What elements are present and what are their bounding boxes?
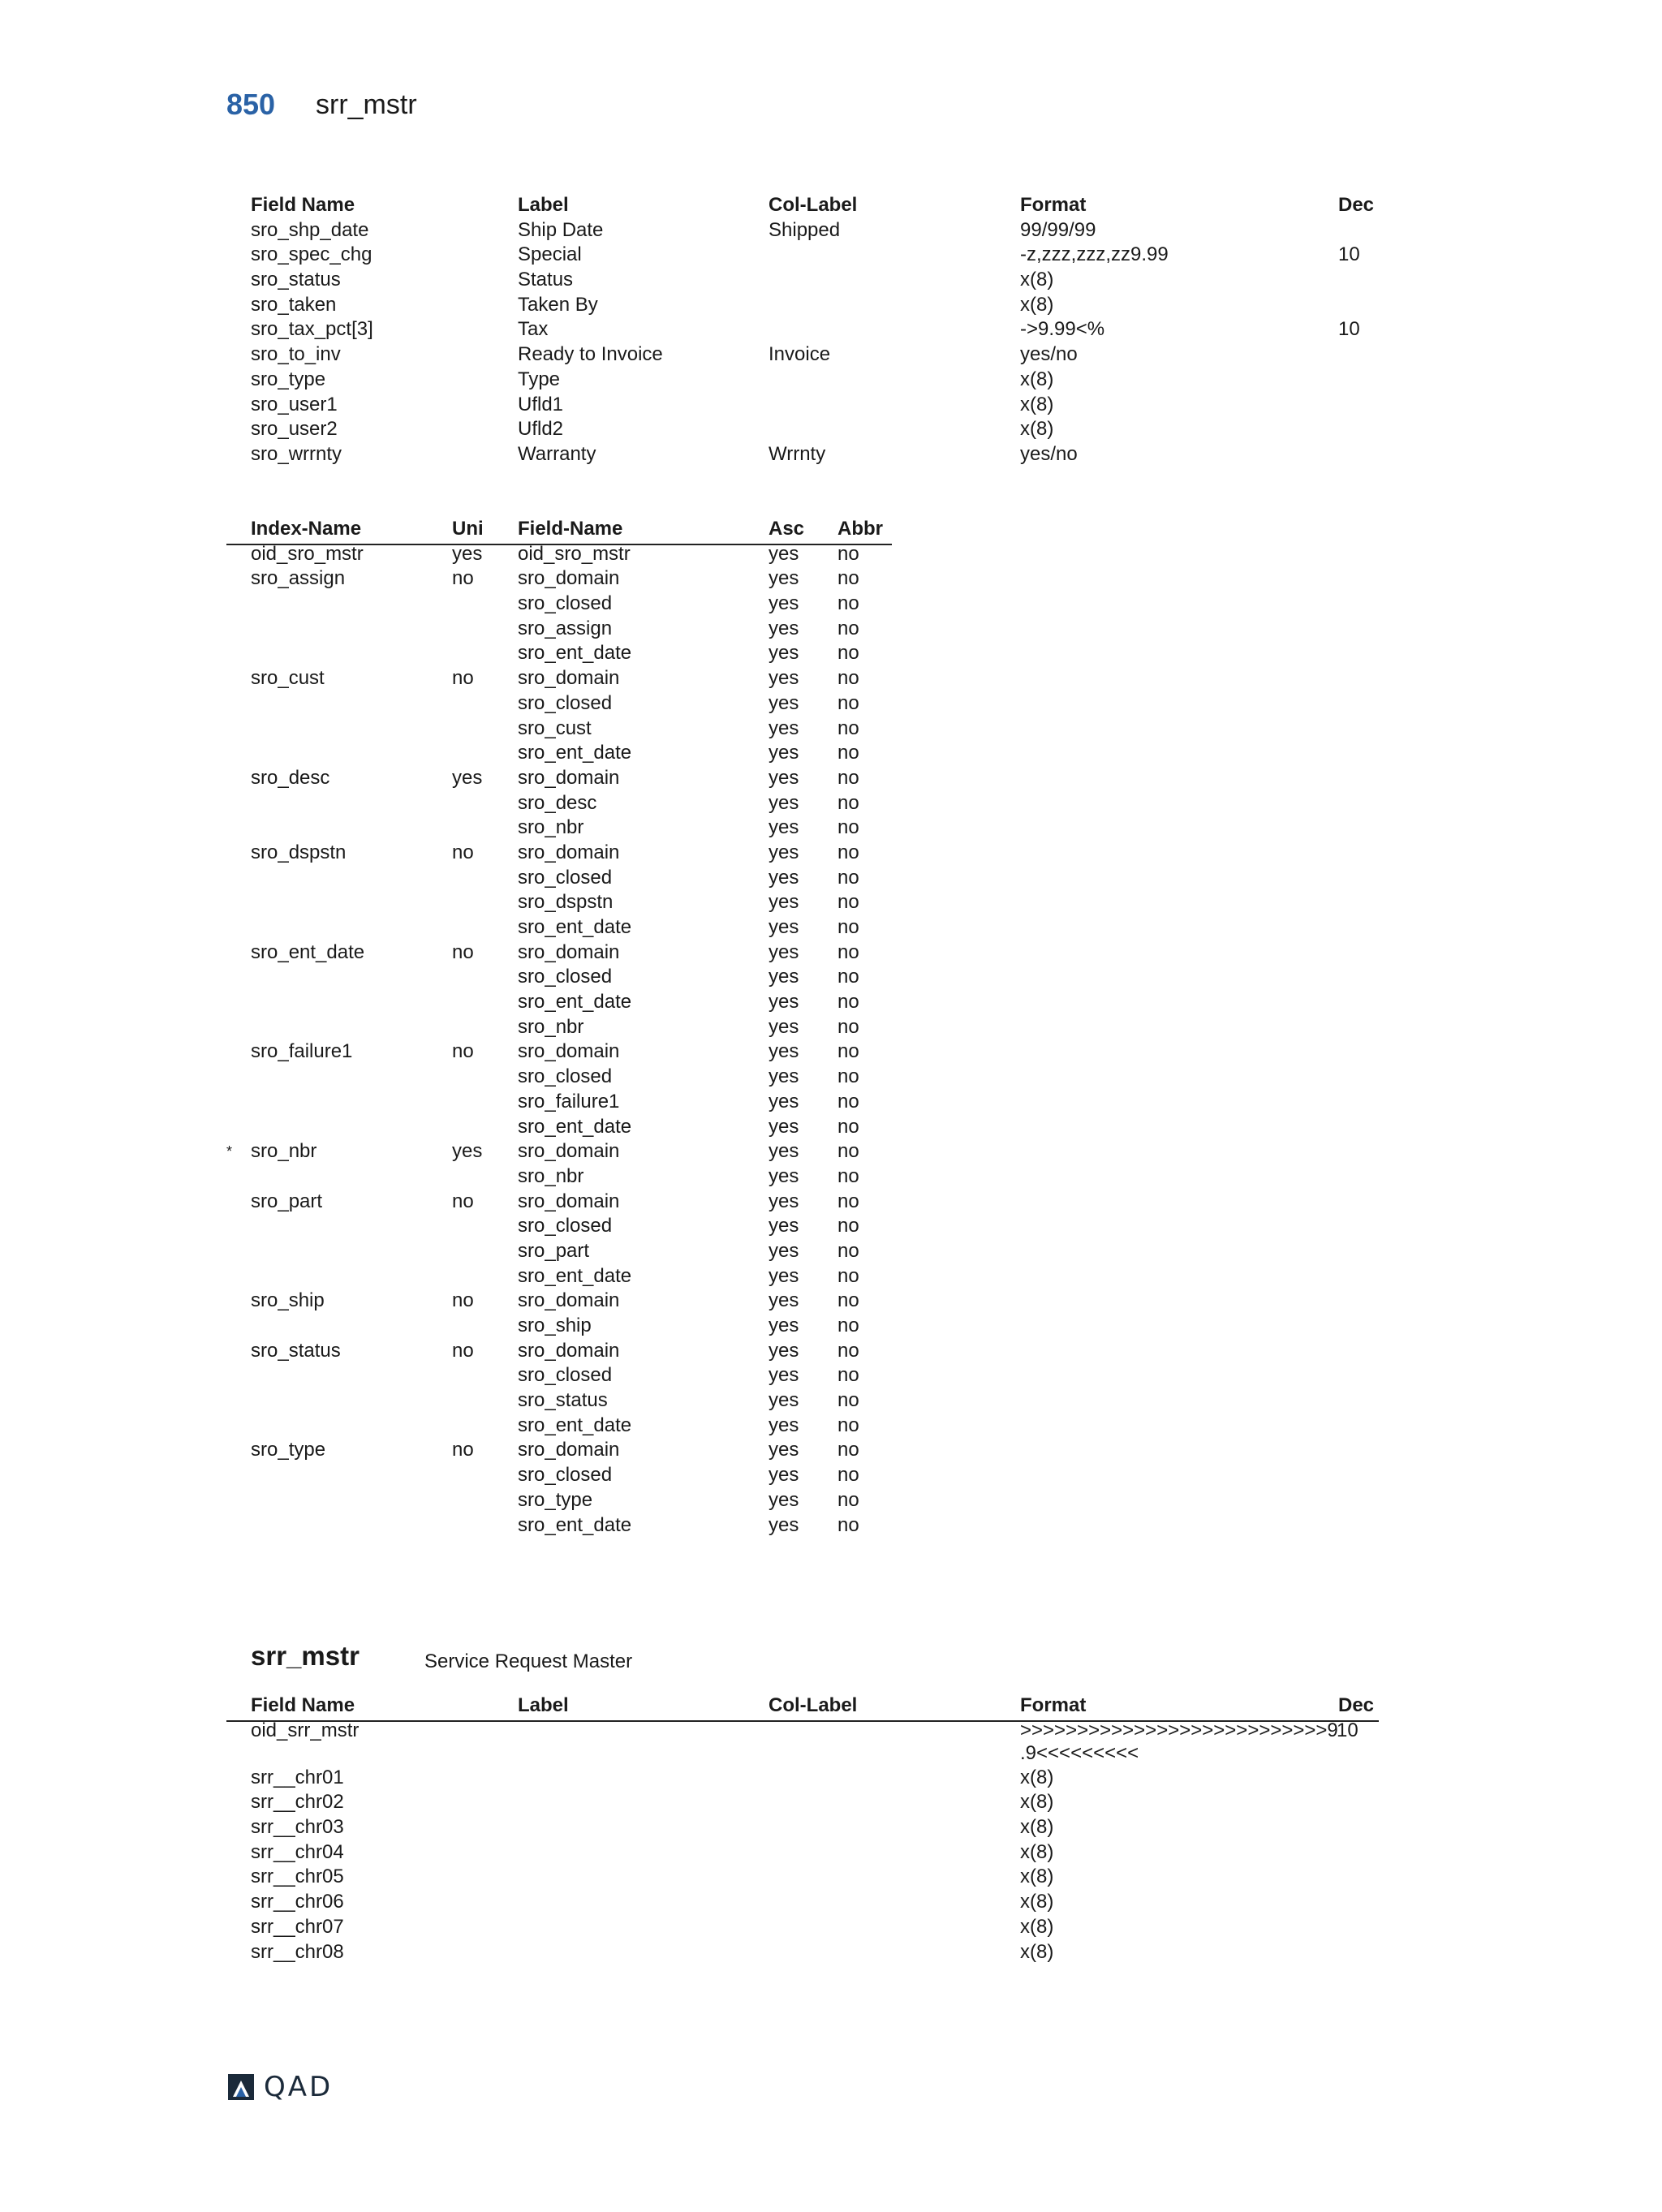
index-abbreviated: no — [837, 717, 859, 739]
index-abbreviated: no — [837, 816, 859, 839]
index-abbreviated: no — [837, 866, 859, 889]
index-field-name: oid_sro_mstr — [518, 542, 631, 565]
index-row — [226, 940, 892, 966]
index-abbreviated: no — [837, 1164, 859, 1187]
index-name: sro_ship — [251, 1289, 325, 1312]
field-format: x(8) — [1020, 1940, 1054, 1963]
index-abbreviated: no — [837, 1315, 859, 1336]
index-unique: no — [452, 940, 474, 963]
index-ascending: yes — [769, 1414, 799, 1436]
index-row — [226, 1463, 892, 1488]
index-row — [226, 666, 892, 691]
table-row — [226, 293, 1379, 318]
index-unique: no — [452, 567, 474, 590]
index-ascending: yes — [769, 1015, 799, 1038]
index-row — [226, 915, 892, 940]
table-row — [226, 1940, 1379, 1965]
index-field-name: sro_assign — [518, 617, 613, 639]
field-name: oid_srr_mstr — [251, 1719, 360, 1741]
fields-table-header — [226, 1693, 1379, 1719]
index-ascending: yes — [769, 1215, 799, 1237]
table-row — [226, 1790, 1379, 1815]
index-name: sro_status — [251, 1339, 341, 1362]
index-row — [226, 1488, 892, 1513]
index-ascending: yes — [769, 742, 799, 764]
field-label: Ship Date — [518, 218, 604, 241]
table-row — [226, 243, 1379, 268]
table-row — [226, 1815, 1379, 1840]
table-row-continuation — [226, 1741, 1379, 1766]
column-header-index-name: Index-Name — [251, 518, 362, 540]
index-field-name: sro_domain — [518, 1190, 620, 1212]
index-abbreviated: no — [837, 1339, 859, 1362]
field-format: x(8) — [1020, 293, 1054, 316]
index-field-name: sro_domain — [518, 1289, 620, 1312]
index-ascending: yes — [769, 1040, 799, 1063]
index-row — [226, 1438, 892, 1463]
index-field-name: sro_part — [518, 1239, 590, 1262]
field-format: x(8) — [1020, 1766, 1054, 1788]
index-ascending: yes — [769, 1464, 799, 1487]
index-row — [226, 717, 892, 742]
index-abbreviated: no — [837, 791, 859, 814]
field-format: x(8) — [1020, 1915, 1054, 1938]
index-row — [226, 766, 892, 791]
index-abbreviated: no — [837, 1364, 859, 1387]
index-name: sro_part — [251, 1190, 323, 1212]
index-abbreviated: no — [837, 592, 859, 615]
field-label: Tax — [518, 318, 549, 341]
index-row — [226, 1339, 892, 1364]
index-row — [226, 990, 892, 1015]
field-format: x(8) — [1020, 393, 1054, 415]
index-abbreviated: no — [837, 991, 859, 1013]
table-description: Service Request Master — [424, 1650, 633, 1672]
field-format: x(8) — [1020, 1891, 1054, 1913]
table-row — [226, 1915, 1379, 1940]
field-col-label: Wrrnty — [769, 442, 826, 465]
index-field-name: sro_domain — [518, 667, 620, 690]
column-header-format: Format — [1020, 1694, 1087, 1716]
index-ascending: yes — [769, 1065, 799, 1088]
index-row — [226, 816, 892, 841]
index-field-name: sro_nbr — [518, 1164, 584, 1187]
index-row — [226, 1289, 892, 1314]
index-row — [226, 741, 892, 766]
index-abbreviated: no — [837, 1389, 859, 1412]
field-format: >>>>>>>>>>>>>>>>>>>>>>>>>>>9 — [1020, 1719, 1338, 1741]
index-abbreviated: no — [837, 1414, 859, 1436]
index-ascending: yes — [769, 1513, 799, 1536]
column-header-format: Format — [1020, 194, 1087, 216]
index-row — [226, 1388, 892, 1414]
field-format: yes/no — [1020, 343, 1078, 366]
table-row — [226, 417, 1379, 442]
field-name: sro_user1 — [251, 393, 338, 415]
index-abbreviated: no — [837, 742, 859, 764]
index-ascending: yes — [769, 667, 799, 690]
index-abbreviated: no — [837, 1239, 859, 1262]
field-name: sro_type — [251, 368, 326, 390]
index-abbreviated: no — [837, 1140, 859, 1163]
index-abbreviated: no — [837, 1464, 859, 1487]
page-title: srr_mstr — [316, 89, 417, 120]
table-row — [226, 268, 1379, 293]
table-row — [226, 1890, 1379, 1915]
field-name: sro_shp_date — [251, 218, 369, 241]
field-name: srr__chr03 — [251, 1816, 344, 1839]
index-ascending: yes — [769, 567, 799, 590]
index-ascending: yes — [769, 717, 799, 739]
index-ascending: yes — [769, 766, 799, 789]
index-abbreviated: no — [837, 1215, 859, 1237]
field-name: sro_user2 — [251, 418, 338, 441]
field-format: x(8) — [1020, 269, 1054, 291]
index-row — [226, 617, 892, 642]
index-ascending: yes — [769, 1164, 799, 1187]
index-row — [226, 791, 892, 816]
field-label: Ready to Invoice — [518, 343, 663, 366]
index-field-name: sro_failure1 — [518, 1090, 620, 1112]
field-col-label: Invoice — [769, 343, 831, 366]
index-field-name: sro_ent_date — [518, 1414, 632, 1436]
field-label: Taken By — [518, 293, 598, 316]
index-unique: yes — [452, 766, 483, 789]
index-row — [226, 1513, 892, 1539]
index-abbreviated: no — [837, 1488, 859, 1511]
index-abbreviated: no — [837, 1264, 859, 1287]
index-ascending: yes — [769, 617, 799, 639]
index-ascending: yes — [769, 1439, 799, 1461]
field-name: sro_wrrnty — [251, 442, 342, 465]
index-ascending: yes — [769, 1115, 799, 1138]
index-abbreviated: no — [837, 916, 859, 938]
field-label: Type — [518, 368, 561, 390]
index-abbreviated: no — [837, 542, 859, 565]
index-ascending: yes — [769, 1289, 799, 1312]
field-name: srr__chr04 — [251, 1840, 344, 1863]
index-ascending: yes — [769, 642, 799, 665]
index-abbreviated: no — [837, 1439, 859, 1461]
index-field-name: sro_domain — [518, 766, 620, 789]
index-field-name: sro_closed — [518, 1464, 613, 1487]
field-name: srr__chr01 — [251, 1766, 344, 1788]
index-name: sro_desc — [251, 766, 330, 789]
index-abbreviated: no — [837, 1040, 859, 1063]
index-field-name: sro_ent_date — [518, 991, 632, 1013]
index-name: sro_ent_date — [251, 940, 365, 963]
field-format-continued: .9<<<<<<<<< — [1020, 1741, 1139, 1764]
index-field-name: sro_domain — [518, 1339, 620, 1362]
fields-table-body — [226, 1766, 1379, 1965]
index-abbreviated: no — [837, 567, 859, 590]
index-ascending: yes — [769, 1090, 799, 1112]
index-abbreviated: no — [837, 766, 859, 789]
index-unique: no — [452, 1339, 474, 1362]
field-col-label: Shipped — [769, 218, 841, 241]
index-field-name: sro_domain — [518, 567, 620, 590]
index-abbreviated: no — [837, 1015, 859, 1038]
index-row — [226, 890, 892, 915]
table-row — [226, 342, 1379, 368]
table-row — [226, 393, 1379, 418]
index-abbreviated: no — [837, 617, 859, 639]
index-field-name: sro_dspstn — [518, 891, 614, 914]
index-row — [226, 1039, 892, 1065]
column-header-col-label: Col-Label — [769, 1694, 858, 1716]
page-number: 850 — [226, 88, 276, 121]
index-ascending: yes — [769, 991, 799, 1013]
index-field-name: sro_status — [518, 1389, 608, 1412]
field-name: srr__chr02 — [251, 1791, 344, 1814]
index-ascending: yes — [769, 940, 799, 963]
index-abbreviated: no — [837, 841, 859, 863]
index-field-name: sro_domain — [518, 1040, 620, 1063]
field-name: srr__chr07 — [251, 1915, 344, 1938]
index-row — [226, 592, 892, 617]
index-ascending: yes — [769, 841, 799, 863]
field-format: ->9.99<% — [1020, 318, 1105, 341]
index-row — [226, 965, 892, 990]
index-ascending: yes — [769, 916, 799, 938]
index-field-name: sro_ship — [518, 1315, 592, 1336]
index-field-name: sro_ent_date — [518, 916, 632, 938]
index-abbreviated: no — [837, 691, 859, 714]
index-unique: no — [452, 841, 474, 863]
index-ascending: yes — [769, 1389, 799, 1412]
field-name: sro_tax_pct[3] — [251, 318, 373, 341]
index-abbreviated: no — [837, 1513, 859, 1536]
index-abbreviated: no — [837, 940, 859, 963]
index-name: sro_type — [251, 1439, 326, 1461]
index-unique: yes — [452, 1140, 483, 1163]
field-label: Status — [518, 269, 574, 291]
field-format: x(8) — [1020, 418, 1054, 441]
index-field-name: sro_closed — [518, 1215, 613, 1237]
index-ascending: yes — [769, 1315, 799, 1336]
index-row — [226, 1264, 892, 1289]
index-field-name: sro_desc — [518, 791, 597, 814]
index-table — [226, 517, 892, 1538]
table-row — [226, 218, 1379, 243]
index-field-name: sro_domain — [518, 841, 620, 863]
index-row — [226, 1214, 892, 1239]
index-ascending: yes — [769, 691, 799, 714]
index-unique: no — [452, 1040, 474, 1063]
column-header-uni: Uni — [452, 518, 484, 540]
field-dec: 10 — [1337, 1719, 1358, 1741]
index-row — [226, 641, 892, 666]
index-name: sro_cust — [251, 667, 325, 690]
column-header-col-label: Col-Label — [769, 194, 858, 216]
table-row — [226, 1865, 1379, 1890]
index-row — [226, 1090, 892, 1115]
field-name: srr__chr05 — [251, 1866, 344, 1888]
index-unique: no — [452, 1190, 474, 1212]
qad-logo — [225, 2071, 333, 2103]
column-header-label: Label — [518, 194, 569, 216]
index-row — [226, 1164, 892, 1190]
fields-table — [226, 193, 1379, 467]
index-name: oid_sro_mstr — [251, 542, 364, 565]
index-field-name: sro_closed — [518, 592, 613, 615]
field-name: srr__chr06 — [251, 1891, 344, 1913]
index-row — [226, 866, 892, 891]
index-name: sro_failure1 — [251, 1040, 353, 1063]
index-row — [226, 1414, 892, 1439]
index-row — [226, 566, 892, 592]
index-ascending: yes — [769, 1488, 799, 1511]
index-row — [226, 1363, 892, 1388]
field-dec: 10 — [1338, 243, 1360, 266]
index-ascending: yes — [769, 816, 799, 839]
column-header-field-name: Field Name — [251, 194, 355, 216]
primary-index-marker: * — [226, 1143, 233, 1160]
field-format: x(8) — [1020, 368, 1054, 390]
index-field-name: sro_nbr — [518, 816, 584, 839]
index-name: sro_dspstn — [251, 841, 347, 863]
index-field-name: sro_closed — [518, 1065, 613, 1088]
field-label: Warranty — [518, 442, 596, 465]
field-name: sro_to_inv — [251, 343, 341, 366]
index-abbreviated: no — [837, 1115, 859, 1138]
field-format: x(8) — [1020, 1866, 1054, 1888]
index-field-name: sro_domain — [518, 1140, 620, 1163]
index-ascending: yes — [769, 966, 799, 988]
index-field-name: sro_domain — [518, 1439, 620, 1461]
field-format: x(8) — [1020, 1840, 1054, 1863]
index-row — [226, 1015, 892, 1040]
index-ascending: yes — [769, 592, 799, 615]
index-ascending: yes — [769, 1239, 799, 1262]
index-table-body — [226, 542, 892, 1539]
index-row — [226, 1139, 892, 1164]
index-name: sro_nbr — [251, 1140, 317, 1163]
index-field-name: sro_ent_date — [518, 1264, 632, 1287]
table-row — [226, 1840, 1379, 1866]
field-format: -z,zzz,zzz,zz9.99 — [1020, 243, 1169, 266]
field-name: sro_spec_chg — [251, 243, 372, 266]
field-name: sro_status — [251, 269, 341, 291]
field-label: Special — [518, 243, 582, 266]
table-name: srr_mstr — [251, 1641, 360, 1671]
field-name: sro_taken — [251, 293, 337, 316]
logo-text: QAD — [264, 2071, 334, 2103]
column-header-dec: Dec — [1338, 194, 1375, 216]
index-field-name: sro_ent_date — [518, 742, 632, 764]
index-abbreviated: no — [837, 891, 859, 914]
index-row — [226, 691, 892, 717]
index-ascending: yes — [769, 1140, 799, 1163]
index-ascending: yes — [769, 1364, 799, 1387]
index-abbreviated: no — [837, 1190, 859, 1212]
index-field-name: sro_closed — [518, 866, 613, 889]
field-name: srr__chr08 — [251, 1940, 344, 1963]
index-unique: yes — [452, 542, 483, 565]
column-header-field-name: Field-Name — [518, 518, 623, 540]
index-field-name: sro_ent_date — [518, 1115, 632, 1138]
field-format: 99/99/99 — [1020, 218, 1096, 241]
index-field-name: sro_closed — [518, 691, 613, 714]
index-unique: no — [452, 1289, 474, 1312]
index-row — [226, 1314, 892, 1339]
index-abbreviated: no — [837, 1065, 859, 1088]
index-abbreviated: no — [837, 1090, 859, 1112]
index-abbreviated: no — [837, 1289, 859, 1312]
index-field-name: sro_nbr — [518, 1015, 584, 1038]
index-table-header — [226, 517, 892, 542]
index-row — [226, 1190, 892, 1215]
index-field-name: sro_cust — [518, 717, 592, 739]
index-ascending: yes — [769, 1264, 799, 1287]
index-name: sro_assign — [251, 567, 346, 590]
index-row — [226, 1115, 892, 1140]
column-header-label: Label — [518, 1694, 569, 1716]
index-ascending: yes — [769, 1339, 799, 1362]
field-format: x(8) — [1020, 1816, 1054, 1839]
index-field-name: sro_ent_date — [518, 642, 632, 665]
column-header-dec: Dec — [1338, 1694, 1375, 1716]
table-row — [226, 368, 1379, 393]
table-row — [226, 442, 1379, 467]
index-unique: no — [452, 1439, 474, 1461]
index-row — [226, 542, 892, 567]
fields-table-body — [226, 218, 1379, 467]
index-ascending: yes — [769, 1190, 799, 1212]
column-header-asc: Asc — [769, 518, 805, 540]
index-ascending: yes — [769, 891, 799, 914]
column-header-abbr: Abbr — [837, 518, 883, 540]
index-abbreviated: no — [837, 642, 859, 665]
index-ascending: yes — [769, 791, 799, 814]
index-field-name: sro_domain — [518, 940, 620, 963]
index-row — [226, 841, 892, 866]
fields-table-header — [226, 193, 1379, 218]
qad-logo-icon — [225, 2072, 257, 2102]
index-row — [226, 1065, 892, 1090]
fields-table-srr — [226, 1693, 1379, 1965]
index-abbreviated: no — [837, 667, 859, 690]
index-unique: no — [452, 667, 474, 690]
field-format: x(8) — [1020, 1791, 1054, 1814]
field-label: Ufld1 — [518, 393, 564, 415]
index-ascending: yes — [769, 866, 799, 889]
field-label: Ufld2 — [518, 418, 564, 441]
field-dec: 10 — [1338, 318, 1360, 341]
index-field-name: sro_closed — [518, 1364, 613, 1387]
index-row — [226, 1239, 892, 1264]
table-row — [226, 1766, 1379, 1791]
field-format: yes/no — [1020, 442, 1078, 465]
index-ascending: yes — [769, 542, 799, 565]
index-field-name: sro_closed — [518, 966, 613, 988]
index-abbreviated: no — [837, 966, 859, 988]
index-field-name: sro_type — [518, 1488, 593, 1511]
table-row — [226, 317, 1379, 342]
column-header-field-name: Field Name — [251, 1694, 355, 1716]
index-field-name: sro_ent_date — [518, 1513, 632, 1536]
table-row — [226, 1719, 1379, 1741]
